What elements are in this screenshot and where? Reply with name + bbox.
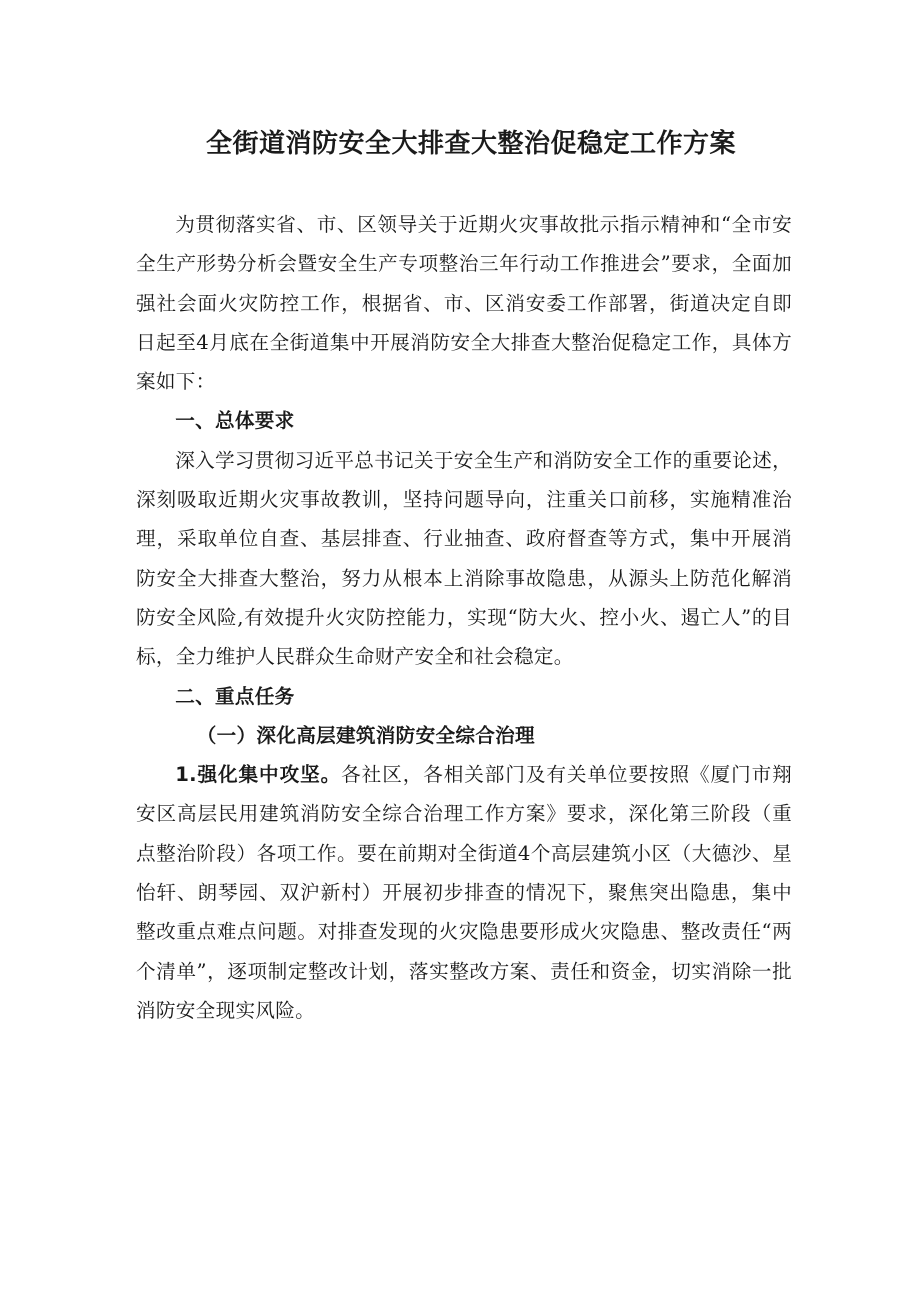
intro-paragraph: 为贯彻落实省、市、区领导关于近期火灾事故批示指示精神和“全市安全生产形势分析会暨安全生产专项整治三年行动工作推进会”要求，全面加强社会面火灾防控工作，根据省、市、区消安委工作部署，街道决定自即日起至4月底在全街道集中开展消防安全大排查大整治促稳定工作，具体方案如下： <box>136 213 792 394</box>
document-title: 全街道消防安全大排查大整治促稳定工作方案 <box>205 129 736 159</box>
section-heading-key-tasks: 二、重点任务 <box>175 684 295 708</box>
task-item-1-lead: 1.强化集中攻坚。 <box>175 763 342 787</box>
task-item-1-paragraph <box>136 755 792 1030</box>
section-heading-overall-requirements: 一、总体要求 <box>175 409 295 433</box>
overall-requirements-paragraph: 深入学习贯彻习近平总书记关于安全生产和消防安全工作的重要论述，深刻吸取近期火灾事故教训，坚持问题导向，注重关口前移，实施精准治理，采取单位自查、基层排查、行业抽查、政府督查等方式，集中开展消防安全大排查大整治，努力从根本上消除事故隐患，从源头上防范化解消防安全风险,有效提升火灾防控能力，实现“防大火、控小火、遏亡人”的目标，全力维护人民群众生命财产安全和社会稳定。 <box>136 448 792 669</box>
task-item-1-text: 各社区，各相关部门及有关单位要按照《厦门市翔安区高层民用建筑消防安全综合治理工作方案》要求，深化第三阶段（重点整治阶段）各项工作。要在前期对全街道4个高层建筑小区（大德沙、星怡轩、朗琴园、双沪新村）开展初步排查的情况下，聚焦突出隐患，集中整改重点难点问题。对排查发现的火灾隐患要形成火灾隐患、整改责任“两个清单”，逐项制定整改计划，落实整改方案、责任和资金，切实消除一批消防安全现实风险。 <box>136 763 792 1022</box>
subsection-heading-high-rise: （一）深化高层建筑消防安全综合治理 <box>196 723 535 747</box>
document-body <box>136 205 792 1030</box>
